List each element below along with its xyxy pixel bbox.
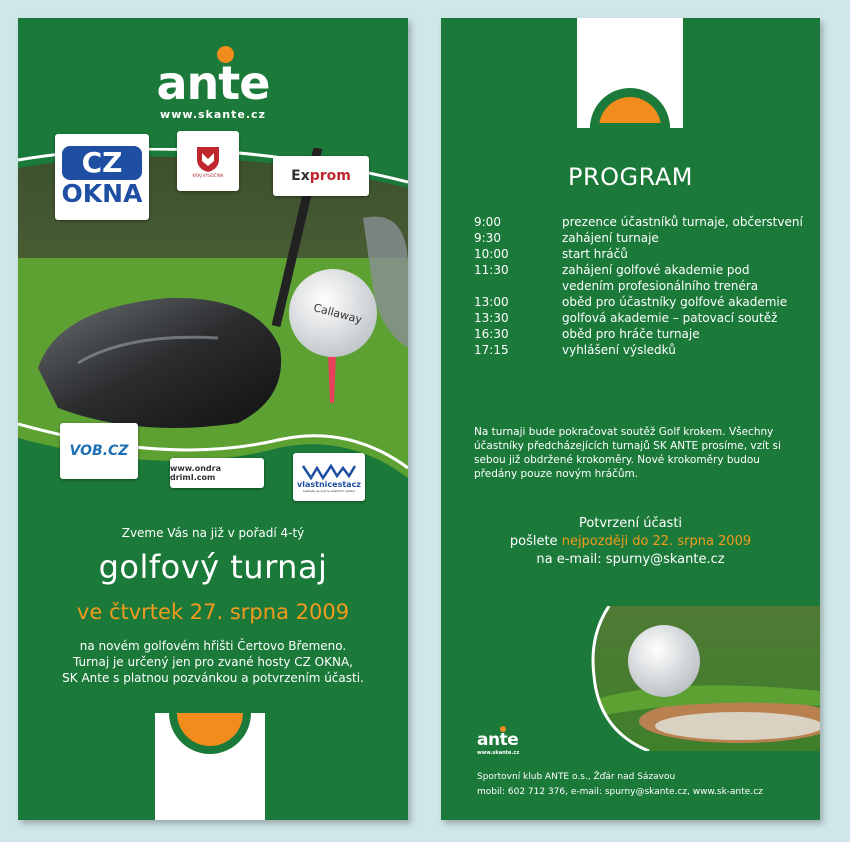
schedule-row: 13:30 golfová akademie – patovací soutěž xyxy=(474,311,778,325)
schedule-row: 16:30 oběd pro hráče turnaje xyxy=(474,327,700,341)
pedometer-note: Na turnaji bude pokračovat soutěž Golf krokem. Všechny účastníky předcházejících turnajů SK ANTE prosíme, vzít si sebou již obdržené krokoměry. Nové krokoměry budou předány pouze novým hráčům. xyxy=(474,426,781,480)
decorative-tab-bottom xyxy=(155,713,265,820)
invitation-front-panel xyxy=(18,18,408,820)
svg-text:Callaway: Callaway xyxy=(312,301,364,327)
program-title: PROGRAM xyxy=(568,163,693,191)
half-circle-emblem-icon xyxy=(155,713,265,820)
ante-logo-url: www.skante.cz xyxy=(160,108,266,121)
schedule-row: 17:15 vyhlášení výsledků xyxy=(474,343,676,357)
confirmation-deadline: pošlete nejpozději do 22. srpna 2009 xyxy=(509,534,752,549)
cz-okna-logo: CZ OKNA xyxy=(55,134,149,220)
program-schedule xyxy=(474,214,804,358)
tournament-title: golfový turnaj xyxy=(98,548,328,586)
kraj-vysocina-logo: KRAJ VYSOČINA xyxy=(177,131,239,191)
invitation-intro: Zveme Vás na již v pořadí 4-tý xyxy=(121,526,305,540)
ante-logo: ante xyxy=(156,56,270,110)
vob-logo: VOB.CZ xyxy=(60,423,138,479)
ondra-driml-logo: www.ondra drimI.com xyxy=(170,458,264,488)
decorative-tab-top xyxy=(577,18,683,128)
golf-ball-on-edge-photo xyxy=(589,606,820,751)
club-contact-footer: Sportovní klub ANTE o.s., Žďár nad Sázavou mobil: 602 712 376, e-mail: spurny@skante.cz, www.sk-ante.cz xyxy=(477,772,763,797)
schedule-row: 9:30 zahájení turnaje xyxy=(474,231,659,245)
schedule-row: 9:00 prezence účastníků turnaje, občerstvení xyxy=(474,215,803,229)
coat-of-arms-icon xyxy=(195,145,221,173)
wave-icon xyxy=(301,462,357,480)
confirmation-email: na e-mail: spurny@skante.cz xyxy=(536,552,725,567)
invitation-back-panel xyxy=(441,18,820,820)
ante-small-logo: ante www.skante.cz xyxy=(477,730,520,756)
schedule-row: 11:30 zahájení golfové akademie pod vedením profesionálního trenéra xyxy=(474,263,759,293)
tournament-date: ve čtvrtek 27. srpna 2009 xyxy=(76,600,350,624)
schedule-row: 13:00 oběd pro účastníky golfové akademie xyxy=(474,295,788,309)
vlastnicesta-logo: vlastnicestacz Cestujte se svými vlastními výlety! xyxy=(293,453,365,501)
half-circle-emblem-icon xyxy=(577,18,683,128)
invitation-details: na novém golfovém hřišti Čertovo Břemeno. Turnaj je určený jen pro zvané hosty CZ OKNA, SK Ante s platnou pozvánkou a potvrzením účasti. xyxy=(62,639,364,685)
schedule-row: 10:00 start hráčů xyxy=(474,247,628,261)
exprom-logo: Exprom xyxy=(273,156,369,196)
confirmation-heading: Potvrzení účasti xyxy=(578,516,683,531)
